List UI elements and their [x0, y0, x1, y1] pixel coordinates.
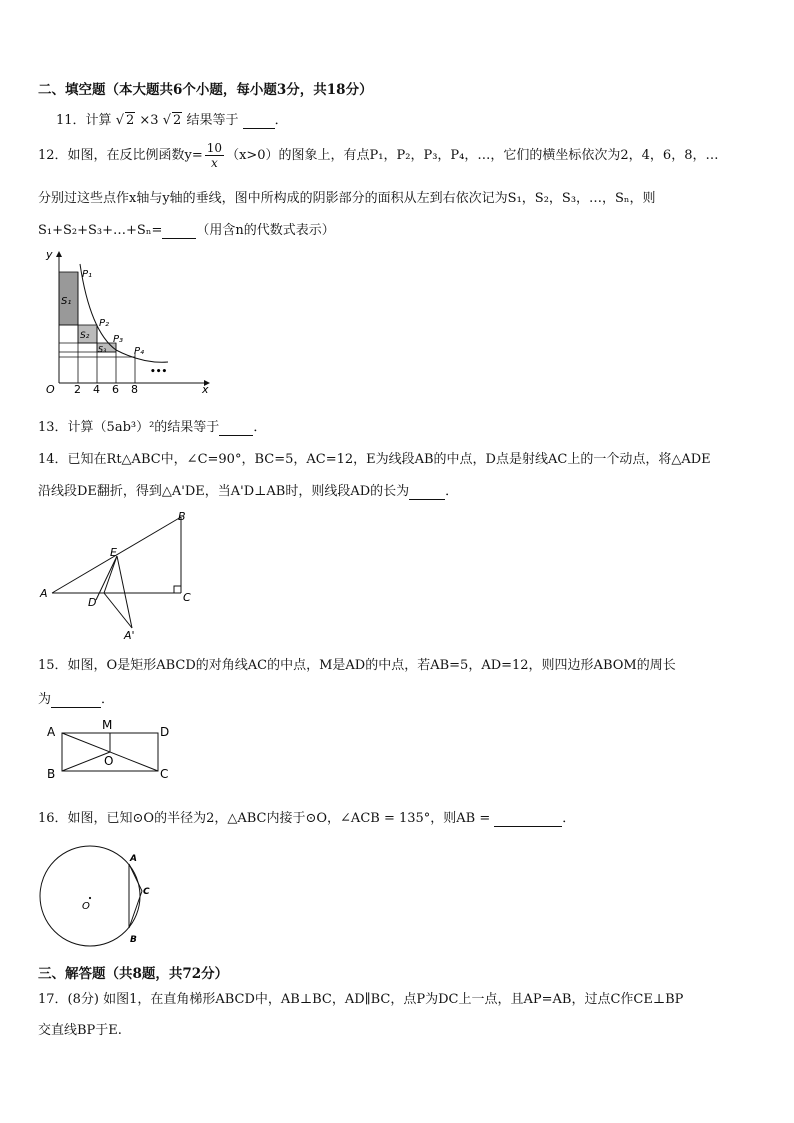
tick-8: 8	[131, 383, 138, 396]
label-p1: P₁	[82, 269, 93, 280]
q13-text: 13．计算（5ab³）²的结果等于	[38, 420, 220, 435]
label-s3: S₃	[98, 345, 107, 354]
q11-text: 11．计算	[56, 113, 112, 128]
figure-inverse-function	[38, 246, 218, 396]
q15-text: 为	[38, 692, 52, 707]
question-11	[56, 109, 288, 129]
label-o: O	[82, 901, 90, 912]
figure-circle	[36, 844, 161, 954]
ellipsis: •••	[150, 367, 168, 377]
sqrt-icon: √	[162, 113, 172, 128]
q12-text-a: 12．如图，在反比例函数y=	[38, 148, 203, 163]
question-16	[38, 807, 575, 827]
figure-triangle-fold	[38, 508, 208, 643]
y-axis-arrow-icon	[56, 251, 62, 257]
answer-blank	[51, 692, 101, 708]
question-17-line2: 交直线BP于E.	[38, 1023, 122, 1038]
label-s1: S₁	[61, 296, 72, 307]
label-b: B	[178, 510, 186, 523]
label-d: D	[88, 596, 97, 609]
label-b: B	[130, 935, 137, 945]
q11-text-b: 结果等于	[186, 113, 239, 128]
answer-blank	[243, 113, 275, 129]
answer-blank	[162, 223, 196, 239]
label-c: C	[143, 887, 150, 897]
figure-rectangle	[38, 714, 188, 784]
label-d: D	[160, 725, 170, 739]
q12-sum: S₁+S₂+S₃+…+Sₙ=	[38, 223, 163, 238]
section-title-fill-in: 二、填空题（本大题共6个小题，每小题3分，共18分）	[38, 82, 373, 98]
question-15-line2	[38, 688, 114, 708]
question-15-line1: 15．如图，O是矩形ABCD的对角线AC的中点，M是AD的中点，若AB=5，AD=12，则四边形ABOM的周长	[38, 658, 676, 673]
q11-radicand-1: 2	[125, 113, 135, 128]
tick-4: 4	[93, 383, 100, 396]
question-12-line1	[38, 142, 718, 169]
label-a-prime: A'	[124, 629, 135, 642]
q14-text: 沿线段DE翻折，得到△A'DE，当A'D⊥AB时，则线段AD的长为	[38, 484, 410, 499]
label-p4: P₄	[134, 346, 145, 357]
label-a: A	[130, 854, 137, 864]
fraction-denominator: x	[211, 156, 218, 170]
question-17-line1: 17．(8分) 如图1，在直角梯形ABCD中，AB⊥BC，AD∥BC，点P为DC上一点，且AP=AB，过点C作CE⊥BP	[38, 992, 684, 1007]
q11-end: ．	[274, 113, 288, 128]
circle-o	[40, 846, 140, 946]
label-m: M	[102, 718, 113, 732]
label-p2: P₂	[99, 318, 110, 329]
label-p3: P₃	[113, 334, 124, 345]
q12-text-b: （x>0）的图象上，有点P₁，P₂，P₃，P₄，…，它们的横坐标依次为2，4，6，8，…	[226, 148, 719, 163]
label-e: E	[110, 546, 117, 559]
label-b: B	[47, 767, 56, 781]
q11-times: ×3	[139, 113, 159, 128]
label-c: C	[183, 591, 191, 604]
fraction-numerator: 10	[206, 141, 223, 155]
label-x: x	[202, 383, 209, 396]
question-14-line1: 14．已知在Rt△ABC中，∠C=90°，BC=5，AC=12，E为线段AB的中点，D点是射线AC上的一个动点，将△ADE	[38, 452, 711, 467]
fraction	[205, 142, 224, 169]
tick-2: 2	[74, 383, 81, 396]
sqrt-icon: √	[115, 113, 124, 128]
question-12-line3	[38, 219, 335, 239]
q14-end: ．	[445, 484, 459, 499]
label-c: C	[160, 767, 169, 781]
label-s2: S₂	[80, 331, 90, 341]
tick-6: 6	[112, 383, 119, 396]
label-o: O	[104, 754, 114, 768]
answer-blank	[494, 811, 562, 827]
q11-radicand-2: 2	[173, 113, 182, 128]
center-point	[89, 897, 91, 899]
answer-blank	[409, 484, 445, 500]
answer-blank	[219, 420, 253, 436]
label-origin: O	[46, 383, 55, 396]
q13-end: ．	[253, 420, 267, 435]
question-14-line2	[38, 480, 458, 500]
q12-hint: （用含n的代数式表示）	[196, 223, 335, 238]
label-a: A	[40, 587, 48, 600]
question-12-line2: 分别过这些点作x轴与y轴的垂线，图中所构成的阴影部分的面积从左到右依次记为S₁，S₂，S₃，…，Sₙ，则	[38, 191, 656, 206]
q16-end: ．	[562, 811, 576, 826]
q15-end: ．	[101, 692, 115, 707]
q16-text: 16．如图，已知⊙O的半径为2，△ABC内接于⊙O，∠ACB = 135°，则AB =	[38, 811, 491, 826]
hyperbola-curve	[80, 264, 168, 362]
label-a: A	[47, 725, 56, 739]
label-y: y	[46, 248, 53, 261]
question-13	[38, 416, 266, 436]
section-title-solutions: 三、解答题（共8题，共72分）	[38, 966, 229, 982]
